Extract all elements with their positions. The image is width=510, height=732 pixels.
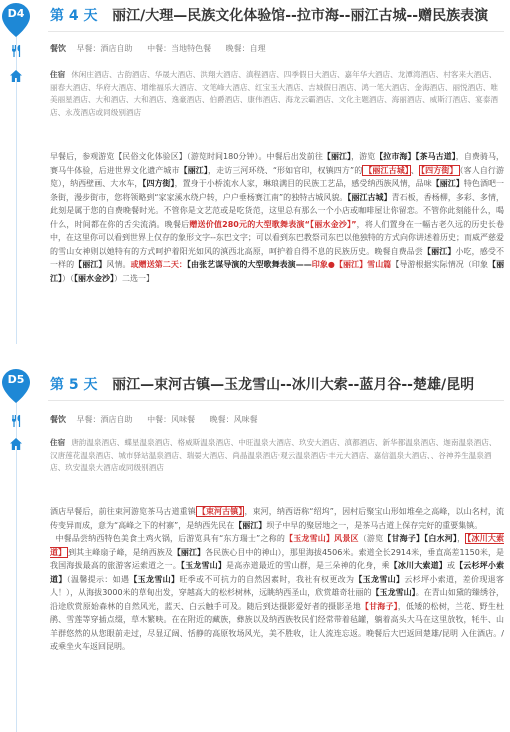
day-title: 第 5 天 丽江—束河古镇—玉龙雪山--冰川大索--蓝月谷--楚雄/昆明	[50, 377, 475, 393]
day-title: 第 4 天 丽江/大理—民族文化体验馆--拉市海--丽江古城--赠民族表演	[50, 8, 489, 24]
home-icon	[9, 437, 23, 451]
divider	[48, 400, 504, 401]
day-badge: D4	[1, 2, 31, 36]
accommodation-list: 住宿 休闲庄酒店、古韵酒店、华晟大酒店、洪翔大酒店、滇程酒店、四季假日大酒店、嘉年华大酒店、龙潭湾酒店、村客来大酒店、丽春大酒店、华府大酒店、增维福乐大酒店、文笔峰大酒店、红宝玉大酒店、吉城假日酒店、鸿一笔大酒店、金海酒店、丽悦酒店、唯美丽星酒店、大和酒店、大和酒店、逸豪酒店、伯爵酒店、康伟酒店、海龙云霸酒店、文化主题酒店、海丽酒店、威斯汀酒店、宴泰酒店、永茂酒店或同级别酒店	[50, 70, 499, 117]
dining-icon	[9, 44, 23, 58]
accommodation-list: 住宿 唐韵温泉酒店、蝶星温泉酒店、格威斯温泉酒店、中旺温泉大酒店、玖安大酒店、滇都酒店、新华都温泉酒店、迦南温泉酒店、汉唐莲花温泉酒店、城市驿站温泉酒店、瑞晏大酒店、尚晶温泉酒店·观云温泉酒店·丰元大酒店、嘉信温泉大酒店、、谷神养生温泉酒店、玖安温泉大酒店或同级别酒店	[50, 438, 497, 473]
divider	[48, 31, 504, 32]
dining-icon	[9, 414, 23, 428]
meal-row: 餐饮 早餐：酒店自助 中餐：当地特色餐 晚餐：自理	[50, 44, 266, 53]
day-description: 早餐后，参观游览【民俗文化体验区】（游览时间180分钟）。中餐后出发前往【丽江】，游览【拉市海】【茶马古道】，自费骑马，赛马牛体验，后进世界文化遗产城市【丽江】，走访三河环绕、“形如官印，权镇四方”的 【丽江古城】 、 【四方街】 （客人自行游览），纳西壁画、大水车，【四方街】，置身于小桥流水人家，琳琅满目的民族工艺品，感受纳西族风情，品味【丽江】特色酒吧一条街，漫步街市，您将领略到“家家溪水绕户转，户户垂杨赛江南”的独特古城风貌。【丽江古城】青石板，香杨柳，多彩、多情，此刻是属于您的自费晚餐时光。不管你是文艺范或是吃货范，这里总有那么一个小店或咖啡屋让你留恋。不管你此刻能什么，喝什么，时间都在你的舌尖流淌。晚餐后赠送价值280元的大型歌舞表演“【丽水金沙】”，将人们置身在一幅古老久远的历史长卷中，在这里你可以看到世界上仅存的象形文字--东巴文字；可以看到东巴教祭司东巴以他独特的方式向你讲述着历史；而威严慈爱的雪山女神则以她特有的方式呵护着阳光如风的滇西北高原，呵护着自得不息的民族历史。晚餐自费品尝【丽江】小吃，感受不一样的【丽江】风情。或赠送第二天：【由张艺谋导演的大型歌舞表演——印象●【丽江】雪山篇【导游根据实际情况（印象【丽江】）（【丽水金沙】）二选一】	[50, 152, 505, 283]
day-badge: D5	[1, 368, 31, 402]
meal-row: 餐饮 早餐：酒店自助 中餐：风味餐 晚餐：风味餐	[50, 415, 258, 424]
home-icon	[9, 69, 23, 83]
day-description: 酒店早餐后，前往束河游览茶马古道重镇 【束河古镇】 ，束河，纳西语称“绍坞”，因村后聚宝山形如堆垒之高峰，以山名村，流传变异而成，意为“高峰之下的村寨”，是纳西先民在【丽江】坝子中早的聚居地之一，是茶马古道上保存完好的重要集镇。 中餐品尝纳西特色美食土鸡火锅，后游览具有“东方瑞士”之称的【玉龙雪山】风景区（游览【甘海子】【白水河】， 【冰川大索道】 到其主峰扇子峰，是纳西族及【丽江】各民族心目中的神山），那里海拔4506米。索道全长2914米，垂直高差1150米，是我国海拔最高的旅游客运索道之一。【玉龙雪山】是高赤道最近的雪山群，是三朵神的化身，乘【冰川大索道】或【云杉坪小索道】（温馨提示：如遇【玉龙雪山】旺季或不可抗力的自然因素时，我社有权更改为【玉龙雪山】云杉坪小索道，差价现退客人！），从海拔3000米的草甸出发，穿越高大的松杉树林，远眺纳西圣山，欣赏雄奇壮丽的【玉龙雪山】。在青山如黛的臻绣谷，沿途欣赏原始森林的自然风光，蓝天、白云触手可及。随后到达摄影爱好者的摄影圣地【甘海子】，低矮的松树，兰花、野生杜鹃、雪莲等穿插点缀，草木繁映。在在附近的藏族，彝族以及纳西族牧民们经常带着毡罐，躺着高头大马在这里放牧，牦牛、山羊群悠然的从您眼前走过，尽显辽阔、恬静的高原牧场风光，美不胜收，让人流连忘返。晚餐后大巴返回楚雄/昆明 入住酒店。/或乘坐火车返回昆明。	[50, 507, 505, 651]
